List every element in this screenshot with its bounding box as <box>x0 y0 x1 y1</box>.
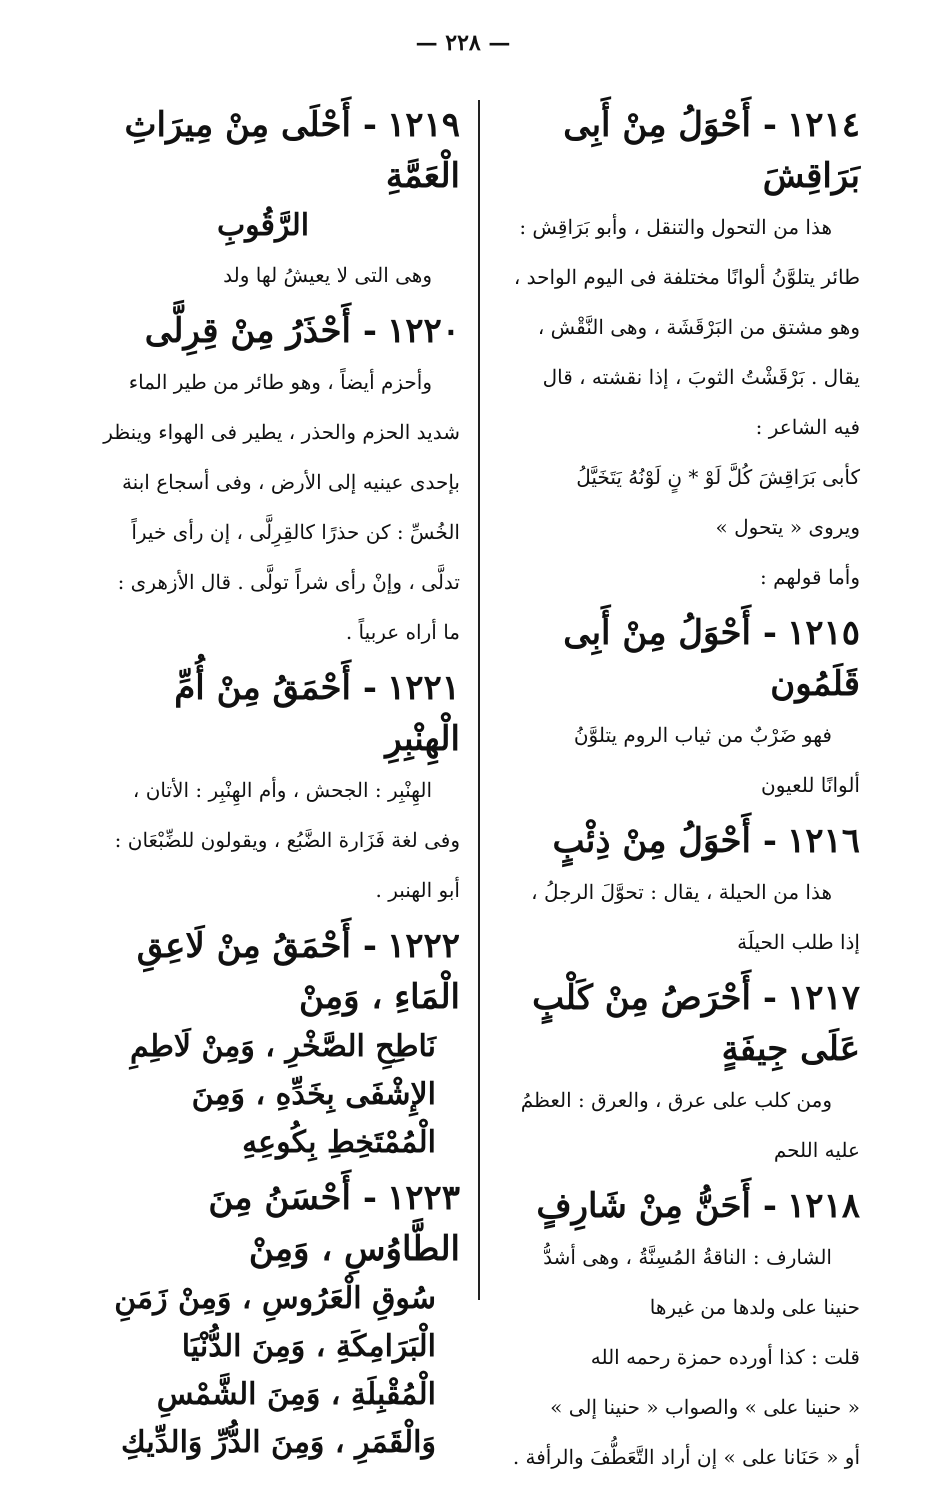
proverb-title: - أَحْوَلُ مِنْ ذِئْبٍ <box>552 821 777 861</box>
proverb-heading <box>90 921 460 1023</box>
commentary-line: قلت : كذا أورده حمزة رحمه الله <box>590 1345 860 1369</box>
proverb-heading <box>90 306 460 357</box>
proverb-entry <box>90 306 460 657</box>
proverb-title: - أَحَنُّ مِنْ شَارِفٍ <box>536 1186 777 1226</box>
commentary-line: وهى التى لا يعيشُ لها ولد <box>223 263 432 287</box>
commentary-line: شديد الحزم والحذر ، يطير فى الهواء وينظر <box>103 420 460 444</box>
right-column <box>500 100 860 1488</box>
proverb-title: - أَحْمَقُ مِنْ أُمِّ الْهِنْبِرِ <box>174 668 460 759</box>
commentary-line: كأبى بَرَاقِشَ كُلَّ لَوْ * نٍ لَوْنُهُ يَتَخَيَّلُ <box>576 465 860 489</box>
commentary-line: وهو مشتق من البَرْقَشَة ، وهى النَّقْش ، <box>537 315 860 339</box>
proverb-entry <box>90 921 460 1167</box>
commentary-line: هذا من التحول والتنقل ، وأبو بَرَاقِش : <box>519 215 832 239</box>
page-number: — ٢٢٨ — <box>415 30 511 56</box>
proverb-number: ١٢١٥ <box>786 613 860 653</box>
proverb-heading <box>90 663 460 765</box>
proverb-title-continuation: وَالْقَمَرِ ، وَمِنَ الدُّرِّ وَالدِّيكِ <box>121 1425 436 1460</box>
commentary-line: وأحزم أيضاً ، وهو طائر من طير الماء <box>128 370 432 394</box>
commentary-line: فهو ضَرْبٌ من ثياب الروم يتلوَّنُ <box>573 723 832 747</box>
proverb-heading <box>90 1173 460 1275</box>
commentary-line: وأما قولهم : <box>760 565 860 589</box>
proverb-title: - أَحْلَى مِنْ مِيرَاثِ الْعَمَّةِ <box>124 105 460 196</box>
proverb-title-continuation: الْمُمْتَخِطِ بِكُوعِهِ <box>242 1125 436 1160</box>
commentary-line: ويروى « يتحول » <box>715 515 860 539</box>
commentary-line: الهِنْبِر : الجحش ، وأم الهِنْبِر : الأتان ، <box>132 778 432 802</box>
commentary-line: طائر يتلوَّنُ ألوانًا مختلفة فى اليوم الواحد ، <box>513 265 860 289</box>
proverb-entry <box>500 816 860 967</box>
proverb-title-continuation: الْمُقْبِلَةِ ، وَمِنَ الشَّمْسِ <box>156 1377 436 1412</box>
commentary-line: عليه اللحم <box>773 1138 860 1162</box>
commentary-line: يقال . بَرْقَشْتُ الثوبَ ، إذا نقشته ، قال <box>542 365 860 389</box>
commentary-line: تدلَّى ، وإنْ رأى شراً تولَّى . قال الأزهرى : <box>117 570 460 594</box>
proverb-number: ١٢٢٣ <box>386 1178 460 1218</box>
commentary-line: أبو الهنبر . <box>375 878 460 902</box>
commentary-line: فيه الشاعر : <box>755 415 860 439</box>
proverb-number: ١٢٢٢ <box>386 926 460 966</box>
proverb-title-continuation: الْبَرَامِكَةِ ، وَمِنَ الدُّنْيَا <box>181 1329 436 1364</box>
proverb-title-continuation: سُوقِ الْعَرُوسِ ، وَمِنْ زَمَنِ <box>114 1281 436 1316</box>
proverb-number: ١٢١٤ <box>786 105 860 145</box>
proverb-title: - أَحْسَنُ مِنَ الطَّاوُسِ ، وَمِنْ <box>208 1178 460 1269</box>
proverb-title: - أَحْرَصُ مِنْ كَلْبٍ عَلَى جِيفَةٍ <box>532 978 860 1069</box>
commentary-line: الخُسِّ : كن حذرًا كالقِرِلَّى ، إن رأى خيراً <box>131 520 460 544</box>
commentary-line: ما أراه عربياً . <box>345 620 460 644</box>
proverb-number: ١٢١٧ <box>786 978 860 1018</box>
proverb-entry <box>90 100 460 300</box>
column-divider <box>478 100 480 1300</box>
commentary-line: « حنينا على » والصواب « حنينا إلى » <box>550 1395 860 1419</box>
proverb-entry <box>90 663 460 915</box>
proverb-number: ١٢٢٠ <box>386 311 460 351</box>
commentary-line: حنينا على ولدها من غيرها <box>649 1295 860 1319</box>
commentary-line: إذا طلب الحيلَة <box>737 930 860 954</box>
proverb-heading <box>500 973 860 1075</box>
proverb-title: - أَحْمَقُ مِنْ لَاعِقِ الْمَاءِ ، وَمِنْ <box>136 926 460 1017</box>
commentary-line: ألوانًا للعيون <box>761 773 860 797</box>
proverb-number: ١٢١٩ <box>386 105 460 145</box>
proverb-number: ١٢١٦ <box>786 821 860 861</box>
commentary-line: أو « حَنَانا على » إن أراد التَّعَطُّفَ والرأفة . <box>512 1445 860 1469</box>
proverb-entry <box>500 1181 860 1482</box>
proverb-title-continuation: نَاطِحِ الصَّخْرِ ، وَمِنْ لَاطِمِ <box>130 1029 436 1064</box>
proverb-entry <box>90 1173 460 1467</box>
proverb-entry <box>500 973 860 1175</box>
left-column <box>90 100 460 1473</box>
proverb-heading <box>500 816 860 867</box>
commentary-line: الشارف : الناقةُ المُسِنَّةُ ، وهى أشدُّ <box>543 1245 832 1269</box>
proverb-title-continuation: الرَّقُوبِ <box>216 208 310 243</box>
proverb-title: - أَحْذَرُ مِنْ قِرِلَّى <box>144 311 377 351</box>
proverb-heading <box>500 100 860 202</box>
proverb-title-continuation: الإِشْفَى بِخَدِّهِ ، وَمِنَ <box>191 1077 436 1112</box>
proverb-heading <box>500 608 860 710</box>
commentary-line: بإحدى عينيه إلى الأرض ، وفى أسجاع ابنة <box>121 470 460 494</box>
proverb-title: - أَحْوَلُ مِنْ أَبِى بَرَاقِشَ <box>563 105 860 196</box>
proverb-number: ١٢٢١ <box>386 668 460 708</box>
commentary-line: وفى لغة فَزَارة الضَّبُع ، ويقولون للضِّبْعَان : <box>114 828 460 852</box>
proverb-entry <box>500 100 860 602</box>
proverb-heading <box>90 100 460 202</box>
commentary-line: هذا من الحيلة ، يقال : تحوَّلَ الرجلُ ، <box>531 880 832 904</box>
commentary-line: ومن كلب على عرق ، والعرق : العظمُ <box>520 1088 832 1112</box>
proverb-number: ١٢١٨ <box>786 1186 860 1226</box>
proverb-entry <box>500 608 860 810</box>
proverb-heading <box>500 1181 860 1232</box>
proverb-title: - أَحْوَلُ مِنْ أَبِى قَلَمُون <box>563 613 860 704</box>
